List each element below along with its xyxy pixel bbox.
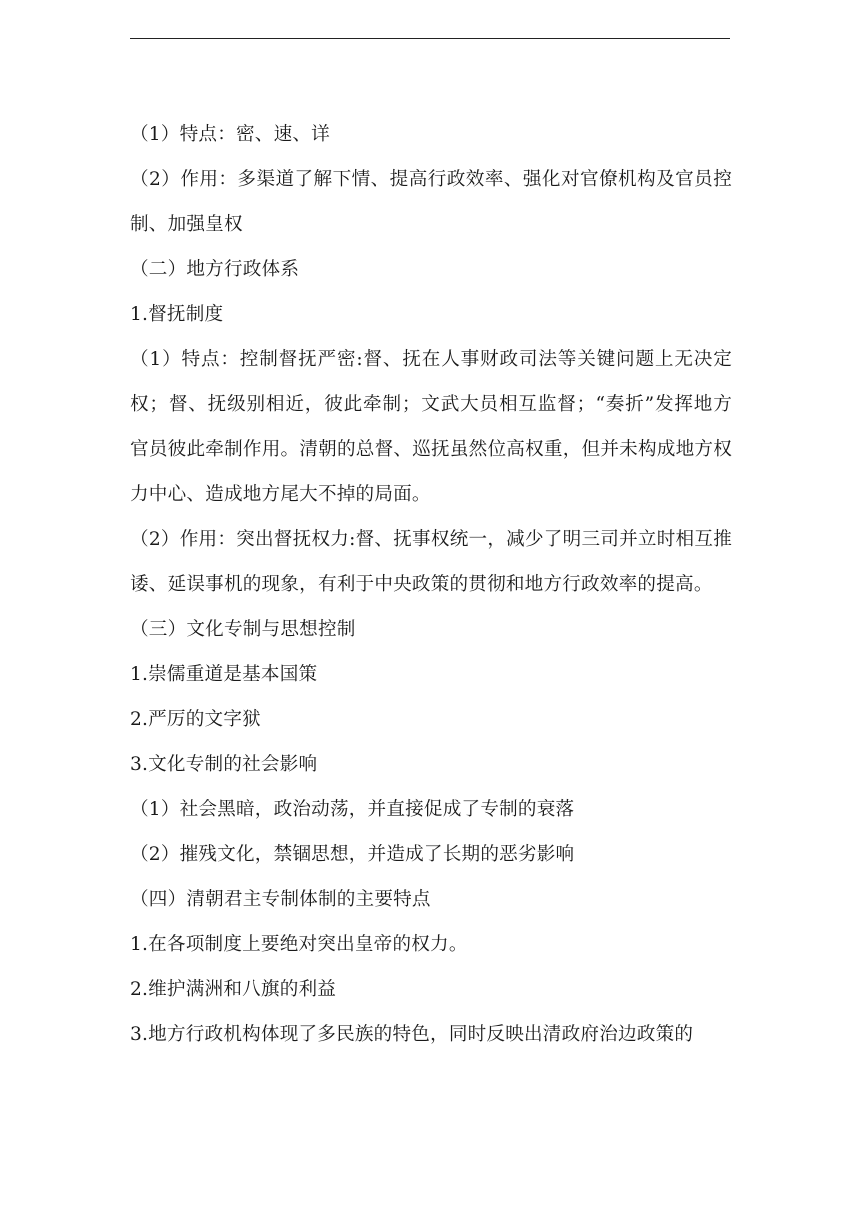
list-item-literary-inquisition: 2.严厉的文字狱 xyxy=(130,709,261,730)
list-item-social-impact: 3.文化专制的社会影响 xyxy=(130,754,318,775)
header-rule xyxy=(130,38,730,39)
list-item-manchu-interests: 2.维护满洲和八旗的利益 xyxy=(130,979,337,1000)
subheading-governor-system: 1.督抚制度 xyxy=(130,304,224,325)
list-item-emperor-power: 1.在各项制度上要绝对突出皇帝的权力。 xyxy=(130,934,468,955)
list-item-confucian-policy: 1.崇儒重道是基本国策 xyxy=(130,664,318,685)
section-heading-cultural-control: （三）文化专制与思想控制 xyxy=(130,619,356,640)
paragraph-impact-2: （2）摧残文化，禁锢思想，并造成了长期的恶劣影响 xyxy=(130,844,575,865)
section-heading-qing-features: （四）清朝君主专制体制的主要特点 xyxy=(130,889,431,910)
paragraph-governor-feature: （1）特点：控制督抚严密:督、抚在人事财政司法等关键问题上无决定权；督、抚级别相近，彼此牵制；文武大员相互监督；“奏折”发挥地方官员彼此牵制作用。清朝的总督、巡抚虽然位高权重，但并未构成地方权力中心、造成地方尾大不掉的局面。 xyxy=(130,349,732,505)
list-item-multi-ethnic: 3.地方行政机构体现了多民族的特色，同时反映出清政府治边政策的 xyxy=(130,1024,694,1045)
paragraph-impact-1: （1）社会黑暗，政治动荡，并直接促成了专制的衰落 xyxy=(130,799,575,820)
paragraph-function-2: （2）作用：多渠道了解下情、提高行政效率、强化对官僚机构及官员控制、加强皇权 xyxy=(130,169,732,235)
paragraph-feature-1: （1）特点：密、速、详 xyxy=(130,124,330,145)
paragraph-governor-function: （2）作用：突出督抚权力:督、抚事权统一，减少了明三司并立时相互推诿、延误事机的现象，有利于中央政策的贯彻和地方行政效率的提高。 xyxy=(130,529,732,595)
document-body xyxy=(130,112,732,1057)
section-heading-local-admin: （二）地方行政体系 xyxy=(130,259,300,280)
